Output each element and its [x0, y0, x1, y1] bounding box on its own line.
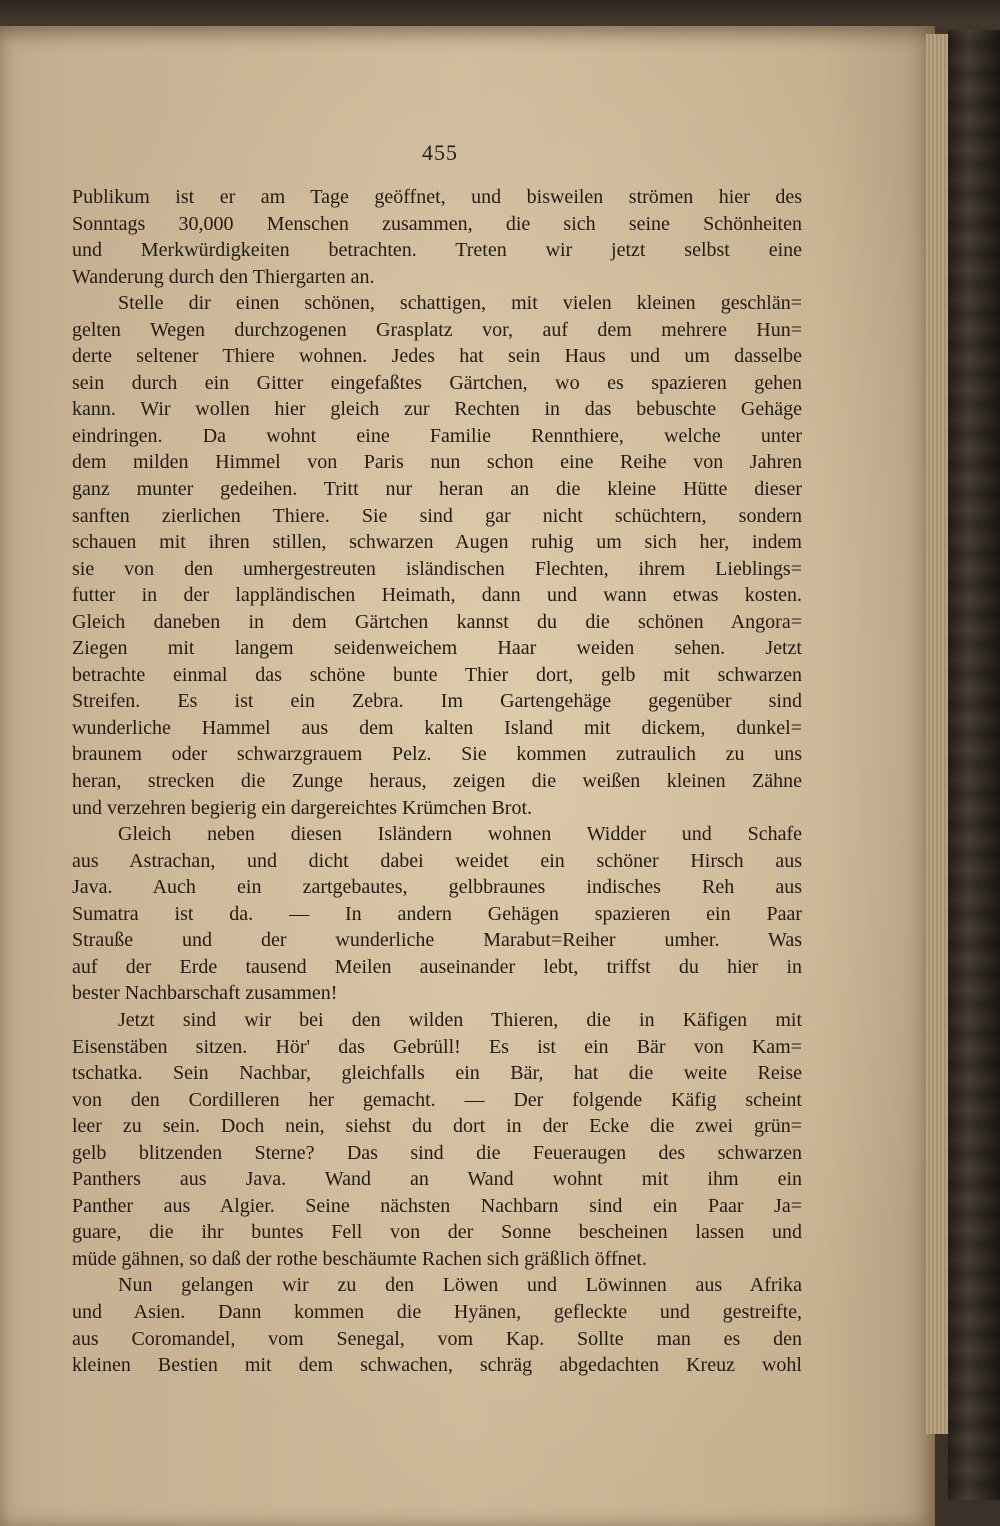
text-line: guare, die ihr buntes Fell von der Sonne bescheinen lassen und: [72, 1221, 802, 1244]
text-line: Ziegen mit langem seidenweichem Haar weiden sehen. Jetzt: [72, 637, 802, 660]
text-line: futter in der lappländischen Heimath, dann und wann etwas kosten.: [72, 584, 802, 607]
text-line: aus Coromandel, vom Senegal, vom Kap. Sollte man es den: [72, 1327, 802, 1350]
body-text: [72, 184, 802, 1379]
text-line: sanften zierlichen Thiere. Sie sind gar nicht schüchtern, sondern: [72, 504, 802, 527]
page-edges: [926, 34, 950, 1434]
text-line: sein durch ein Gitter eingefaßtes Gärtchen, wo es spazieren gehen: [72, 371, 802, 394]
text-line: Java. Auch ein zartgebautes, gelbbraunes indisches Reh aus: [72, 876, 802, 899]
text-line: kleinen Bestien mit dem schwachen, schräg abgedachten Kreuz wohl: [72, 1354, 802, 1377]
text-line: von den Cordilleren her gemacht. — Der folgende Käfig scheint: [72, 1088, 802, 1111]
text-line: Strauße und der wunderliche Marabut=Reiher umher. Was: [72, 929, 802, 952]
text-line: müde gähnen, so daß der rothe beschäumte Rachen sich gräßlich öffnet.: [72, 1247, 647, 1270]
text-line: Nun gelangen wir zu den Löwen und Löwinnen aus Afrika: [118, 1274, 802, 1297]
text-line: Streifen. Es ist ein Zebra. Im Gartengehäge gegenüber sind: [72, 690, 802, 713]
text-line: schauen mit ihren stillen, schwarzen Augen ruhig um sich her, indem: [72, 531, 802, 554]
text-line: sie von den umhergestreuten isländischen Flechten, ihrem Lieblings=: [72, 557, 802, 580]
text-line: Panthers aus Java. Wand an Wand wohnt mit ihm ein: [72, 1168, 802, 1191]
text-line: dem milden Himmel von Paris nun schon eine Reihe von Jahren: [72, 451, 802, 474]
text-line: Gleich neben diesen Isländern wohnen Widder und Schafe: [118, 823, 802, 846]
text-line: Wanderung durch den Thiergarten an.: [72, 265, 375, 288]
text-line: gelten Wegen durchzogenen Grasplatz vor, auf dem mehrere Hun=: [72, 318, 802, 341]
text-line: Panther aus Algier. Seine nächsten Nachbarn sind ein Paar Ja=: [72, 1194, 802, 1217]
text-line: Eisenstäben sitzen. Hör' das Gebrüll! Es ist ein Bär von Kam=: [72, 1035, 802, 1058]
text-line: bester Nachbarschaft zusammen!: [72, 982, 338, 1005]
text-line: aus Astrachan, und dicht dabei weidet ein schöner Hirsch aus: [72, 849, 802, 872]
text-line: Gleich daneben in dem Gärtchen kannst du die schönen Angora=: [72, 610, 802, 633]
text-line: und Asien. Dann kommen die Hyänen, gefleckte und gestreifte,: [72, 1300, 802, 1323]
text-line: heran, strecken die Zunge heraus, zeigen die weißen kleinen Zähne: [72, 770, 802, 793]
text-line: Sonntags 30,000 Menschen zusammen, die sich seine Schönheiten: [72, 212, 802, 235]
text-line: und verzehren begierig ein dargereichtes Krümchen Brot.: [72, 796, 532, 819]
text-line: kann. Wir wollen hier gleich zur Rechten in das bebuschte Gehäge: [72, 398, 802, 421]
text-line: leer zu sein. Doch nein, siehst du dort in der Ecke die zwei grün=: [72, 1115, 802, 1138]
text-line: ganz munter gedeihen. Tritt nur heran an die kleine Hütte dieser: [72, 478, 802, 501]
text-line: auf der Erde tausend Meilen auseinander lebt, triffst du hier in: [72, 955, 802, 978]
text-line: tschatka. Sein Nachbar, gleichfalls ein Bär, hat die weite Reise: [72, 1062, 802, 1085]
book-cover-edge: [948, 30, 1000, 1500]
text-line: derte seltener Thiere wohnen. Jedes hat sein Haus und um dasselbe: [72, 345, 802, 368]
text-line: wunderliche Hammel aus dem kalten Island mit dickem, dunkel=: [72, 716, 802, 739]
book-page: [0, 26, 935, 1526]
text-line: und Merkwürdigkeiten betrachten. Treten wir jetzt selbst eine: [72, 239, 802, 262]
text-line: Jetzt sind wir bei den wilden Thieren, die in Käfigen mit: [118, 1008, 802, 1031]
text-line: Stelle dir einen schönen, schattigen, mit vielen kleinen geschlän=: [118, 292, 802, 315]
text-line: eindringen. Da wohnt eine Familie Rennthiere, welche unter: [72, 424, 802, 447]
page-number: 455: [422, 140, 458, 165]
text-line: braunem oder schwarzgrauem Pelz. Sie kommen zutraulich zu uns: [72, 743, 802, 766]
text-line: betrachte einmal das schöne bunte Thier dort, gelb mit schwarzen: [72, 663, 802, 686]
text-line: gelb blitzenden Sterne? Das sind die Feueraugen des schwarzen: [72, 1141, 802, 1164]
text-line: Publikum ist er am Tage geöffnet, und bisweilen strömen hier des: [72, 186, 802, 208]
text-line: Sumatra ist da. — In andern Gehägen spazieren ein Paar: [72, 902, 802, 925]
